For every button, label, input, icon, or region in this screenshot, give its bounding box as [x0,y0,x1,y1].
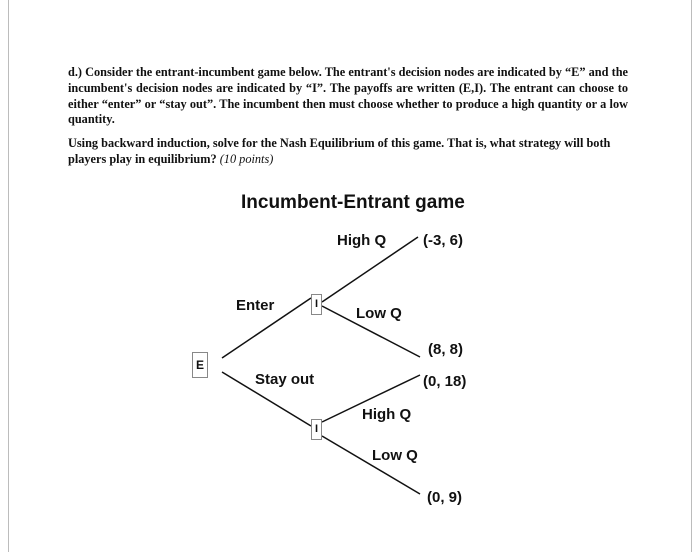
points-label: (10 points) [219,151,274,166]
question-text: d.) Consider the entrant-incumbent game below. The entrant's decision nodes are indicated by “E” and the incumbent's decision nodes are indicated by “I”. The payoffs are written (E,I). The entrant can choose to either “enter” or “stay out”. The incumbent then must choose whether to produce a high quantity or a low quantity. [68,65,628,127]
payoff-stay-high: (0, 18) [423,373,467,390]
edge-low-q-bottom [322,436,420,494]
entrant-node: E [192,352,208,378]
payoff-enter-high: (-3, 6) [423,232,464,249]
payoff-enter-low: (8, 8) [428,341,464,358]
low-q-top-label: Low Q [356,305,402,322]
enter-label: Enter [236,297,275,314]
high-q-top-label: High Q [337,232,387,249]
low-q-bottom-label: Low Q [372,447,418,464]
incumbent-node-top: I [311,294,322,315]
payoff-stay-low: (0, 9) [427,489,463,506]
game-title: Incumbent-Entrant game [241,192,465,213]
incumbent-node-bottom: I [311,419,322,440]
high-q-bottom-label: High Q [362,406,412,423]
instruction-text: Using backward induction, solve for the Nash Equilibrium of this game. That is, what strategy will both players play in equilibrium? [68,136,611,166]
stay-out-label: Stay out [255,371,315,388]
